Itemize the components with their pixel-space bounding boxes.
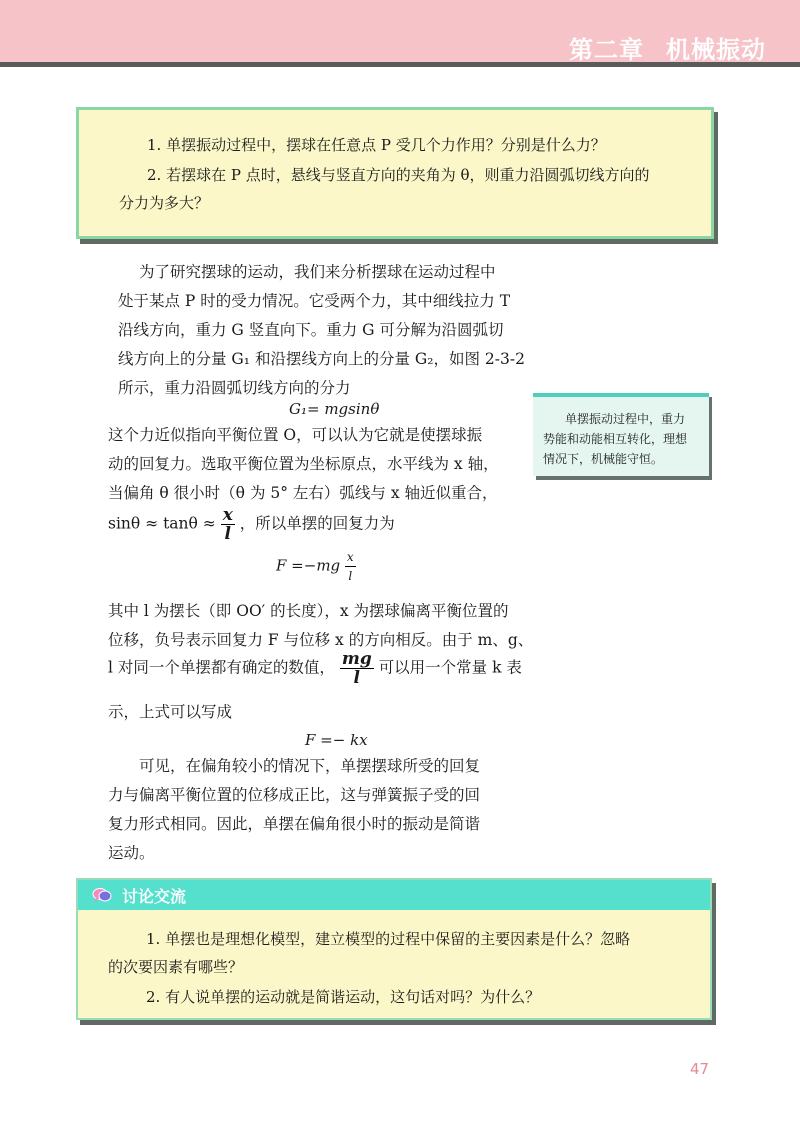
fraction-denominator: l xyxy=(348,569,353,583)
paragraph-line: 这个力近似指向平衡位置 O，可以认为它就是使摆球振 xyxy=(108,426,483,444)
paragraph-line: 运动。 xyxy=(108,844,155,862)
fraction-denominator: l xyxy=(353,668,360,688)
discussion-question-1-continued: 的次要因素有哪些？ xyxy=(108,958,244,976)
discussion-header xyxy=(78,880,710,910)
note-line: 单摆振动过程中，重力 xyxy=(565,412,686,426)
chat-bubbles-icon xyxy=(92,886,112,904)
paragraph-line: 线方向上的分量 G₁ 和沿摆线方向上的分量 G₂，如图 2-3-2 xyxy=(118,350,525,368)
fraction-x-over-l xyxy=(345,548,356,585)
margin-note xyxy=(533,393,709,476)
question-box xyxy=(76,107,714,239)
paragraph-line: 示，上式可以写成 xyxy=(108,703,233,721)
fraction-mg-over-l xyxy=(340,650,374,687)
approximation-text: sinθ ≈ tanθ ≈ xyxy=(108,514,216,533)
note-line: 情况下，机械能守恒。 xyxy=(543,452,664,466)
approximation-tail: ，所以单摆的回复力为 xyxy=(239,514,395,533)
question-2-continued: 分力为多大？ xyxy=(119,194,210,212)
fraction-numerator: mg xyxy=(341,649,372,669)
note-line: 势能和动能相互转化，理想 xyxy=(543,432,688,446)
discussion-question-2: 2. 有人说单摆的运动就是简谐运动，这句话对吗？为什么？ xyxy=(146,988,541,1006)
chapter-name: 机械振动 xyxy=(666,36,766,64)
constant-text: l 对同一个单摆都有确定的数值， xyxy=(108,658,335,677)
fraction-x-over-l xyxy=(221,506,235,543)
fraction-numerator: x xyxy=(222,505,233,525)
paragraph-line: 复力形式相同。因此，单摆在偏角很小时的振动是简谐 xyxy=(108,815,481,833)
fraction-numerator: x xyxy=(345,548,356,567)
chapter-header xyxy=(0,0,800,67)
paragraph-line: 动的回复力。选取平衡位置为坐标原点，水平线为 x 轴， xyxy=(108,455,499,473)
paragraph-line: 其中 l 为摆长（即 OO′ 的长度），x 为摆球偏离平衡位置的 xyxy=(108,602,509,620)
chapter-title xyxy=(569,30,766,65)
formula-kx: F =− kx xyxy=(305,731,368,749)
paragraph-line: 力与偏离平衡位置的位移成正比，这与弹簧振子受的回 xyxy=(108,786,481,804)
approximation-line xyxy=(108,506,395,543)
question-1: 1. 单摆振动过程中，摆球在任意点 P 受几个力作用？分别是什么力？ xyxy=(147,136,606,154)
paragraph-line: 沿线方向，重力 G 竖直向下。重力 G 可分解为沿圆弧切 xyxy=(118,321,504,339)
paragraph-line: 为了研究摆球的运动，我们来分析摆球在运动过程中 xyxy=(139,263,496,281)
constant-tail: 可以用一个常量 k 表 xyxy=(378,658,522,677)
chapter-number: 第二章 xyxy=(569,36,644,64)
question-2: 2. 若摆球在 P 点时，悬线与竖直方向的夹角为 θ，则重力沿圆弧切线方向的 xyxy=(147,166,650,184)
paragraph-line: 可见，在偏角较小的情况下，单摆摆球所受的回复 xyxy=(139,757,481,775)
formula-restoring-force xyxy=(276,548,356,585)
discussion-title: 讨论交流 xyxy=(122,887,187,906)
formula-prefix: F =−mg xyxy=(276,556,341,575)
paragraph-line: 所示，重力沿圆弧切线方向的分力 xyxy=(118,379,351,397)
paragraph-line: 处于某点 P 时的受力情况。它受两个力，其中细线拉力 T xyxy=(118,292,511,310)
discussion-box xyxy=(76,878,712,1020)
page-number: 47 xyxy=(690,1060,710,1078)
constant-line xyxy=(108,650,522,687)
fraction-denominator: l xyxy=(224,524,232,544)
paragraph-line: 当偏角 θ 很小时（θ 为 5° 左右）弧线与 x 轴近似重合， xyxy=(108,484,498,502)
discussion-question-1: 1. 单摆也是理想化模型，建立模型的过程中保留的主要因素是什么？忽略 xyxy=(146,930,631,948)
formula-g1: G₁= mgsinθ xyxy=(289,400,380,418)
paragraph-line: 位移，负号表示回复力 F 与位移 x 的方向相反。由于 m、g、 xyxy=(108,631,534,649)
